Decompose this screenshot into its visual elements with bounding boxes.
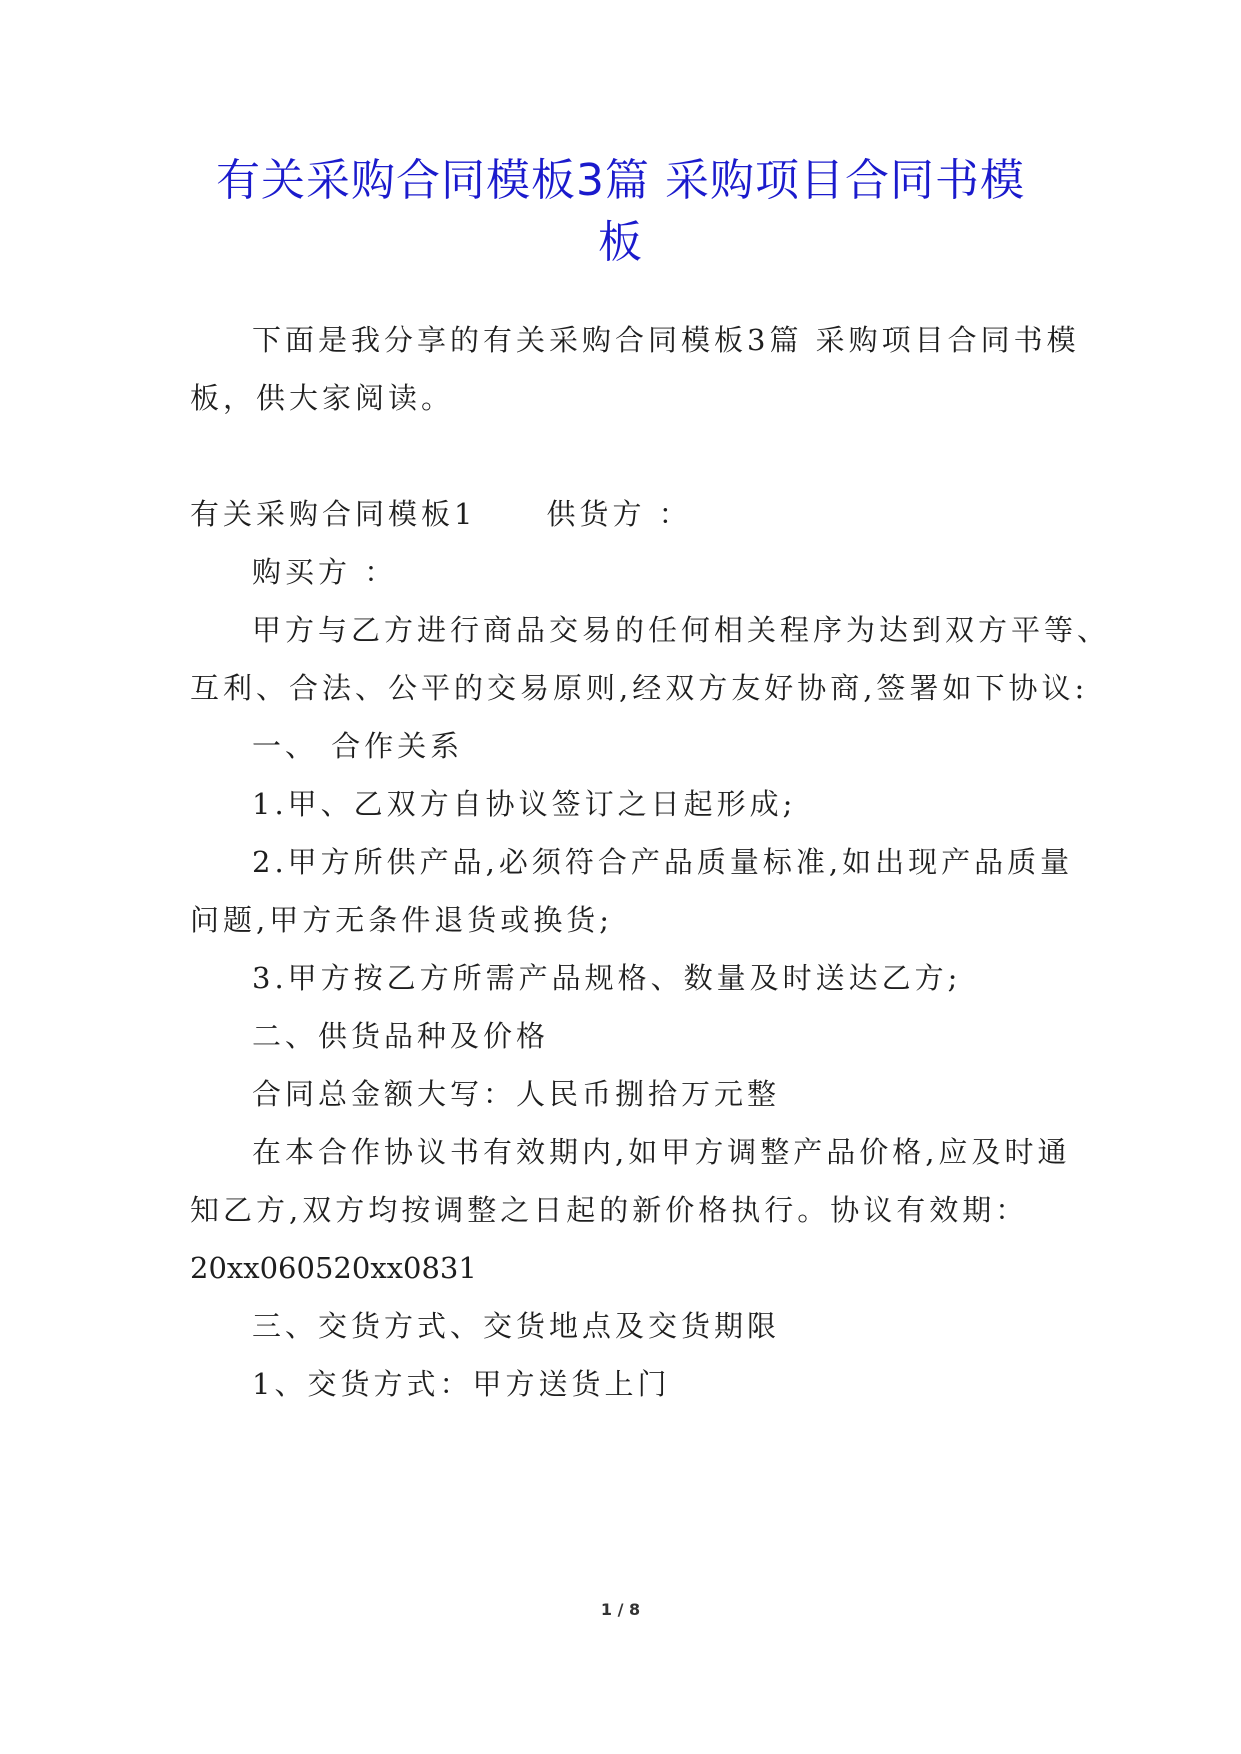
validity-line-3: 20xx060520xx0831 — [190, 1251, 477, 1285]
buyer-label: 购买方 ： — [252, 555, 398, 589]
title-line-2: 板 — [598, 217, 643, 268]
section-1-heading: 有关采购合同模板1 — [190, 497, 477, 531]
clause-1-item-2-line-2: 问题,甲方无条件退货或换货; — [190, 903, 613, 937]
supplier-label: 供货方 ： — [546, 497, 692, 531]
intro-line-1: 下面是我分享的有关采购合同模板3篇 采购项目合同书模 — [252, 323, 1080, 357]
page-indicator: 1 / 8 — [600, 1600, 641, 1619]
validity-line-1: 在本合作协议书有效期内,如甲方调整产品价格,应及时通 — [252, 1135, 1071, 1169]
para-1-line-2: 互利、合法、公平的交易原则,经双方友好协商,签署如下协议: — [190, 671, 1089, 705]
clause-1-item-1: 1.甲、乙双方自协议签订之日起形成; — [252, 787, 797, 821]
clause-1-title: 一、 合作关系 — [252, 729, 464, 763]
clause-2-title: 二、供货品种及价格 — [252, 1019, 550, 1053]
title-line-1: 有关采购合同模板3篇 采购项目合同书模 — [216, 155, 1025, 206]
total-amount: 合同总金额大写：人民币捌拾万元整 — [252, 1077, 781, 1111]
intro-line-2: 板，供大家阅读。 — [190, 381, 455, 415]
para-1-line-1: 甲方与乙方进行商品交易的任何相关程序为达到双方平等、 — [252, 613, 1111, 647]
clause-3-title: 三、交货方式、交货地点及交货期限 — [252, 1309, 781, 1343]
document-title — [150, 150, 1091, 274]
clause-1-item-2-line-1: 2.甲方所供产品,必须符合产品质量标准,如出现产品质量 — [252, 845, 1074, 879]
clause-3-item-1: 1、交货方式：甲方送货上门 — [252, 1367, 671, 1401]
clause-1-item-3: 3.甲方按乙方所需产品规格、数量及时送达乙方; — [252, 961, 962, 995]
validity-line-2: 知乙方,双方均按调整之日起的新价格执行。协议有效期： — [190, 1193, 1029, 1227]
section-1-heading-row — [190, 496, 692, 532]
